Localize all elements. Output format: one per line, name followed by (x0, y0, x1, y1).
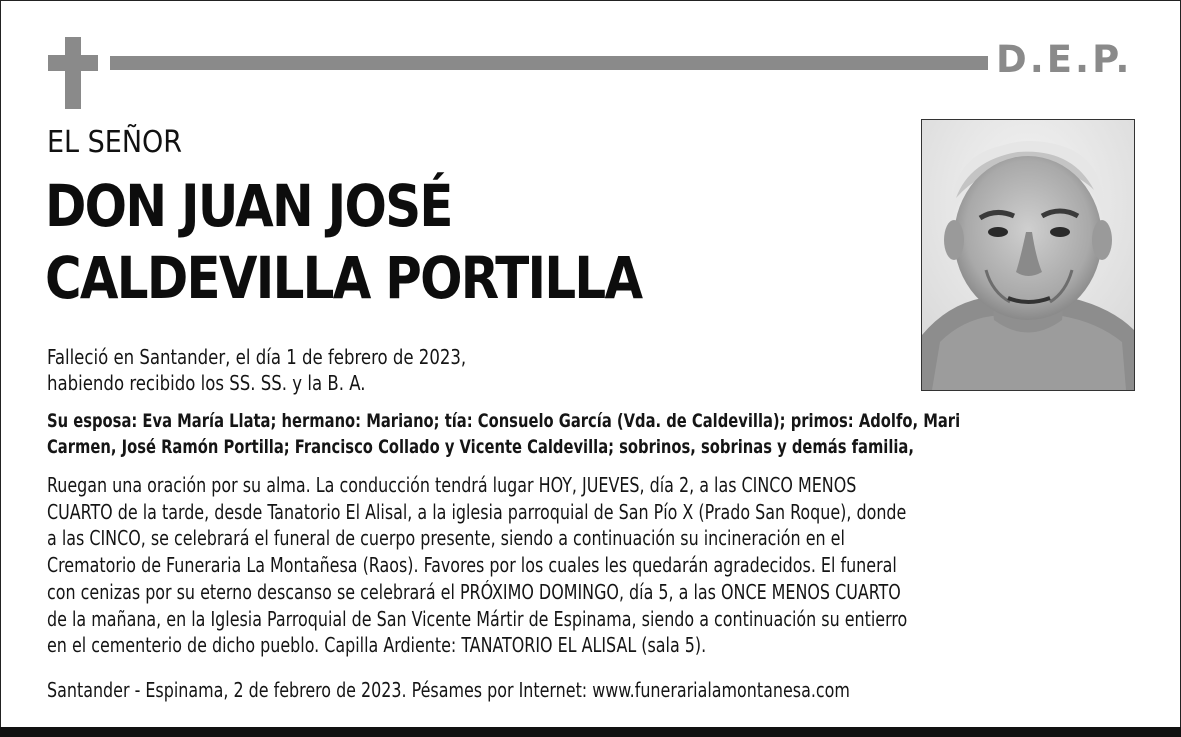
text-line: Crematorio de Funeraria La Montañesa (Raos). Favores por los cuales les quedarán agradecidos. El funeral (47, 553, 897, 578)
header-rule (110, 56, 988, 70)
deceased-name (45, 170, 785, 314)
family-list (47, 408, 1107, 460)
text-line: con cenizas por su eterno descanso se celebrará el PRÓXIMO DOMINGO, día 5, a las ONCE MENOS CUARTO (47, 579, 901, 604)
footer-line: Santander - Espinama, 2 de febrero de 2023. Pésames por Internet: www.funerarialamontanesa.com (47, 678, 850, 702)
bottom-border (0, 727, 1181, 737)
cross-icon (48, 37, 98, 109)
dep-label: D.E.P. (996, 38, 1133, 81)
ceremony-details (47, 472, 907, 659)
title-prefix: EL SEÑOR (47, 125, 183, 160)
text-line: Falleció en Santander, el día 1 de febrero de 2023, (47, 345, 467, 369)
text-line: de la mañana, en la Iglesia Parroquial de San Vicente Mártir de Espinama, siendo a continuación su entierro (47, 606, 908, 631)
text-line: CUARTO de la tarde, desde Tanatorio El Alisal, a la iglesia parroquial de San Pío X (Prado San Roque), donde (47, 499, 907, 524)
text-line: Carmen, José Ramón Portilla; Francisco Collado y Vicente Caldevilla; sobrinos, sobrinas y demás familia, (47, 436, 914, 458)
name-line: DON JUAN JOSÉ (45, 172, 452, 240)
text-line: habiendo recibido los SS. SS. y la B. A. (47, 371, 366, 395)
portrait-photo (921, 119, 1135, 391)
text-line: en el cementerio de dicho pueblo. Capilla Ardiente: TANATORIO EL ALISAL (sala 5). (47, 633, 707, 658)
text-line: Su esposa: Eva María Llata; hermano: Mariano; tía: Consuelo García (Vda. de Caldevilla); primos: Adolfo, Mari (47, 410, 961, 432)
death-announcement (47, 344, 466, 396)
text-line: Ruegan una oración por su alma. La conducción tendrá lugar HOY, JUEVES, día 2, a las CINCO MENOS (47, 473, 857, 497)
text-line: a las CINCO, se celebrará el funeral de cuerpo presente, siendo a continuación su incineración en el (47, 526, 845, 551)
name-line: CALDEVILLA PORTILLA (45, 244, 642, 312)
